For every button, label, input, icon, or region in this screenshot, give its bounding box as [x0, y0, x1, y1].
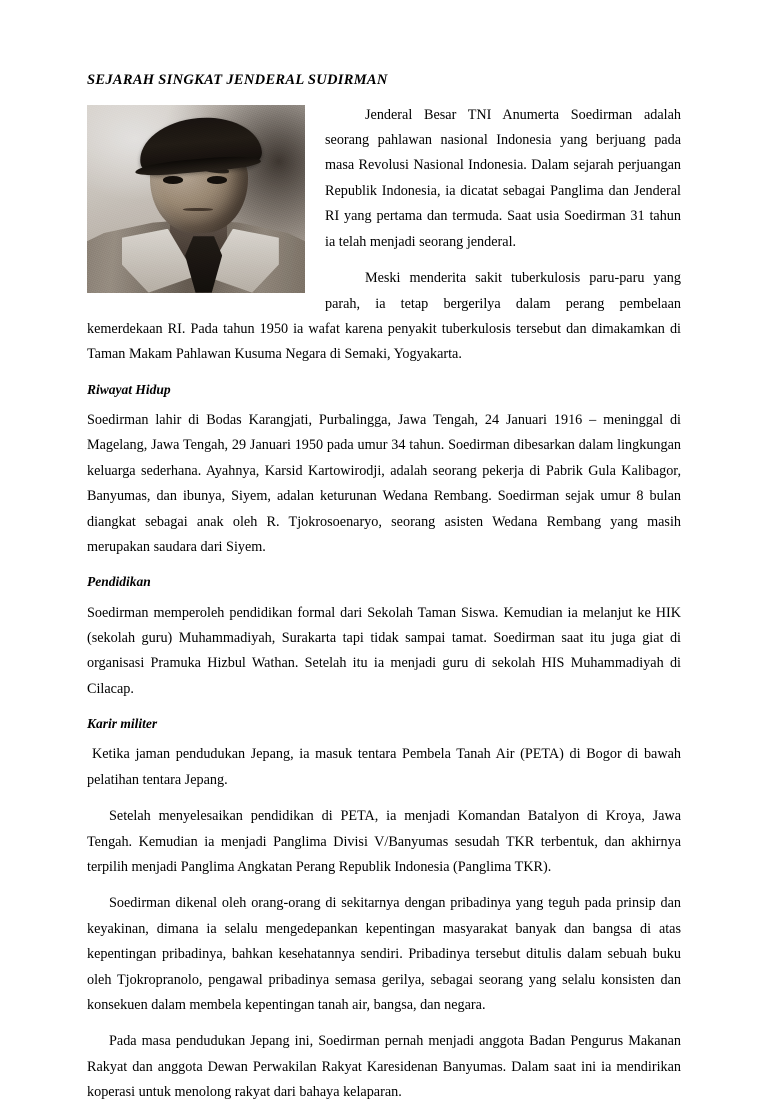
- section-karir-militer-paragraph-1: Ketika jaman pendudukan Jepang, ia masuk tentara Pembela Tanah Air (PETA) di Bogor di bawah pelatihan tentara Jepang.: [87, 746, 681, 788]
- section-heading-karir-militer: Karir militer: [87, 716, 158, 732]
- photo-eye-right: [207, 176, 227, 184]
- section-riwayat-hidup-paragraph-1: Soedirman lahir di Bodas Karangjati, Purbalingga, Jawa Tengah, 24 Januari 1916 – meninggal di Magelang, Jawa Tengah, 29 Januari 1950 pada umur 34 tahun. Soedirman dibesarkan dalam lingkungan keluarga sederhana. Ayahnya, Karsid Kartowirodji, adalah seorang pekerja di Pabrik Gula Kalibagor, Banyumas, dan ibunya, Siyem, adalan keturunan Wedana Rembang. Soedirman sejak umur 8 bulan diangkat sebagai anak oleh R. Tjokrosoenaryo, seorang asisten Wedana Rembang yang masih merupakan saudara dari Siyem.: [87, 411, 681, 555]
- intro-block: [87, 103, 681, 368]
- photo-eye-left: [163, 176, 183, 184]
- section-karir-militer-paragraph-4: Pada masa pendudukan Jepang ini, Soedirman pernah menjadi anggota Badan Pengurus Makanan Rakyat dan anggota Dewan Perwakilan Rakyat Karesidenan Banyumas. Dalam saat ini ia mendirikan koperasi untuk menolong rakyat dari bahaya kelaparan.: [87, 1033, 681, 1101]
- intro-paragraph-1: Jenderal Besar TNI Anumerta Soedirman adalah seorang pahlawan nasional Indonesia yang berjuang pada masa Revolusi Nasional Indonesia. Dalam sejarah perjuangan Republik Indonesia, ia dicatat sebagai Panglima dan Jenderal RI yang pertama dan termuda. Saat usia Soedirman 31 tahun ia telah menjadi seorang jenderal.: [325, 106, 681, 250]
- page-title: SEJARAH SINGKAT JENDERAL SUDIRMAN: [87, 72, 388, 88]
- section-karir-militer-paragraph-3: Soedirman dikenal oleh orang-orang di sekitarnya dengan pribadinya yang teguh pada prinsip dan keyakinan, dimana ia selalu mengedepankan kepentingan masyarakat banyak dan bangsa di atas kepentingan pribadinya, bahkan kesehatannya sendiri. Pribadinya tersebut ditulis dalam sebuah buku oleh Tjokropranolo, pengawal pribadinya semasa gerilya, sebagai seorang yang selalu konsisten dan konsekuen dalam membela kepentingan tanah air, bangsa, dan negara.: [87, 895, 681, 1014]
- intro-paragraph-2: Meski menderita sakit tuberkulosis paru-paru yang parah, ia tetap bergerilya dalam perang pembelaan kemerdekaan RI. Pada tahun 1950 ia wafat karena penyakit tuberkulosis tersebut dan dimakamkan di Taman Makam Pahlawan Kusuma Negara di Semaki, Yogyakarta.: [87, 270, 681, 363]
- section-heading-pendidikan: Pendidikan: [87, 574, 151, 590]
- section-pendidikan-paragraph-1: Soedirman memperoleh pendidikan formal dari Sekolah Taman Siswa. Kemudian ia melanjut ke HIK (sekolah guru) Muhammadiyah, Surakarta tapi tidak sampai tamat. Soedirman saat itu juga giat di organisasi Pramuka Hizbul Wathan. Setelah itu ia menjadi guru di sekolah HIS Muhammadiyah di Cilacap.: [87, 604, 681, 697]
- section-heading-riwayat-hidup: Riwayat Hidup: [87, 381, 171, 397]
- section-karir-militer-paragraph-2: Setelah menyelesaikan pendidikan di PETA, ia menjadi Komandan Batalyon di Kroya, Jawa Tengah. Kemudian ia menjadi Panglima Divisi V/Banyumas sesudah TKR terbentuk, dan akhirnya terpilih menjadi Panglima Angkatan Perang Republik Indonesia (Panglima TKR).: [87, 808, 681, 875]
- portrait-photo: [87, 105, 305, 293]
